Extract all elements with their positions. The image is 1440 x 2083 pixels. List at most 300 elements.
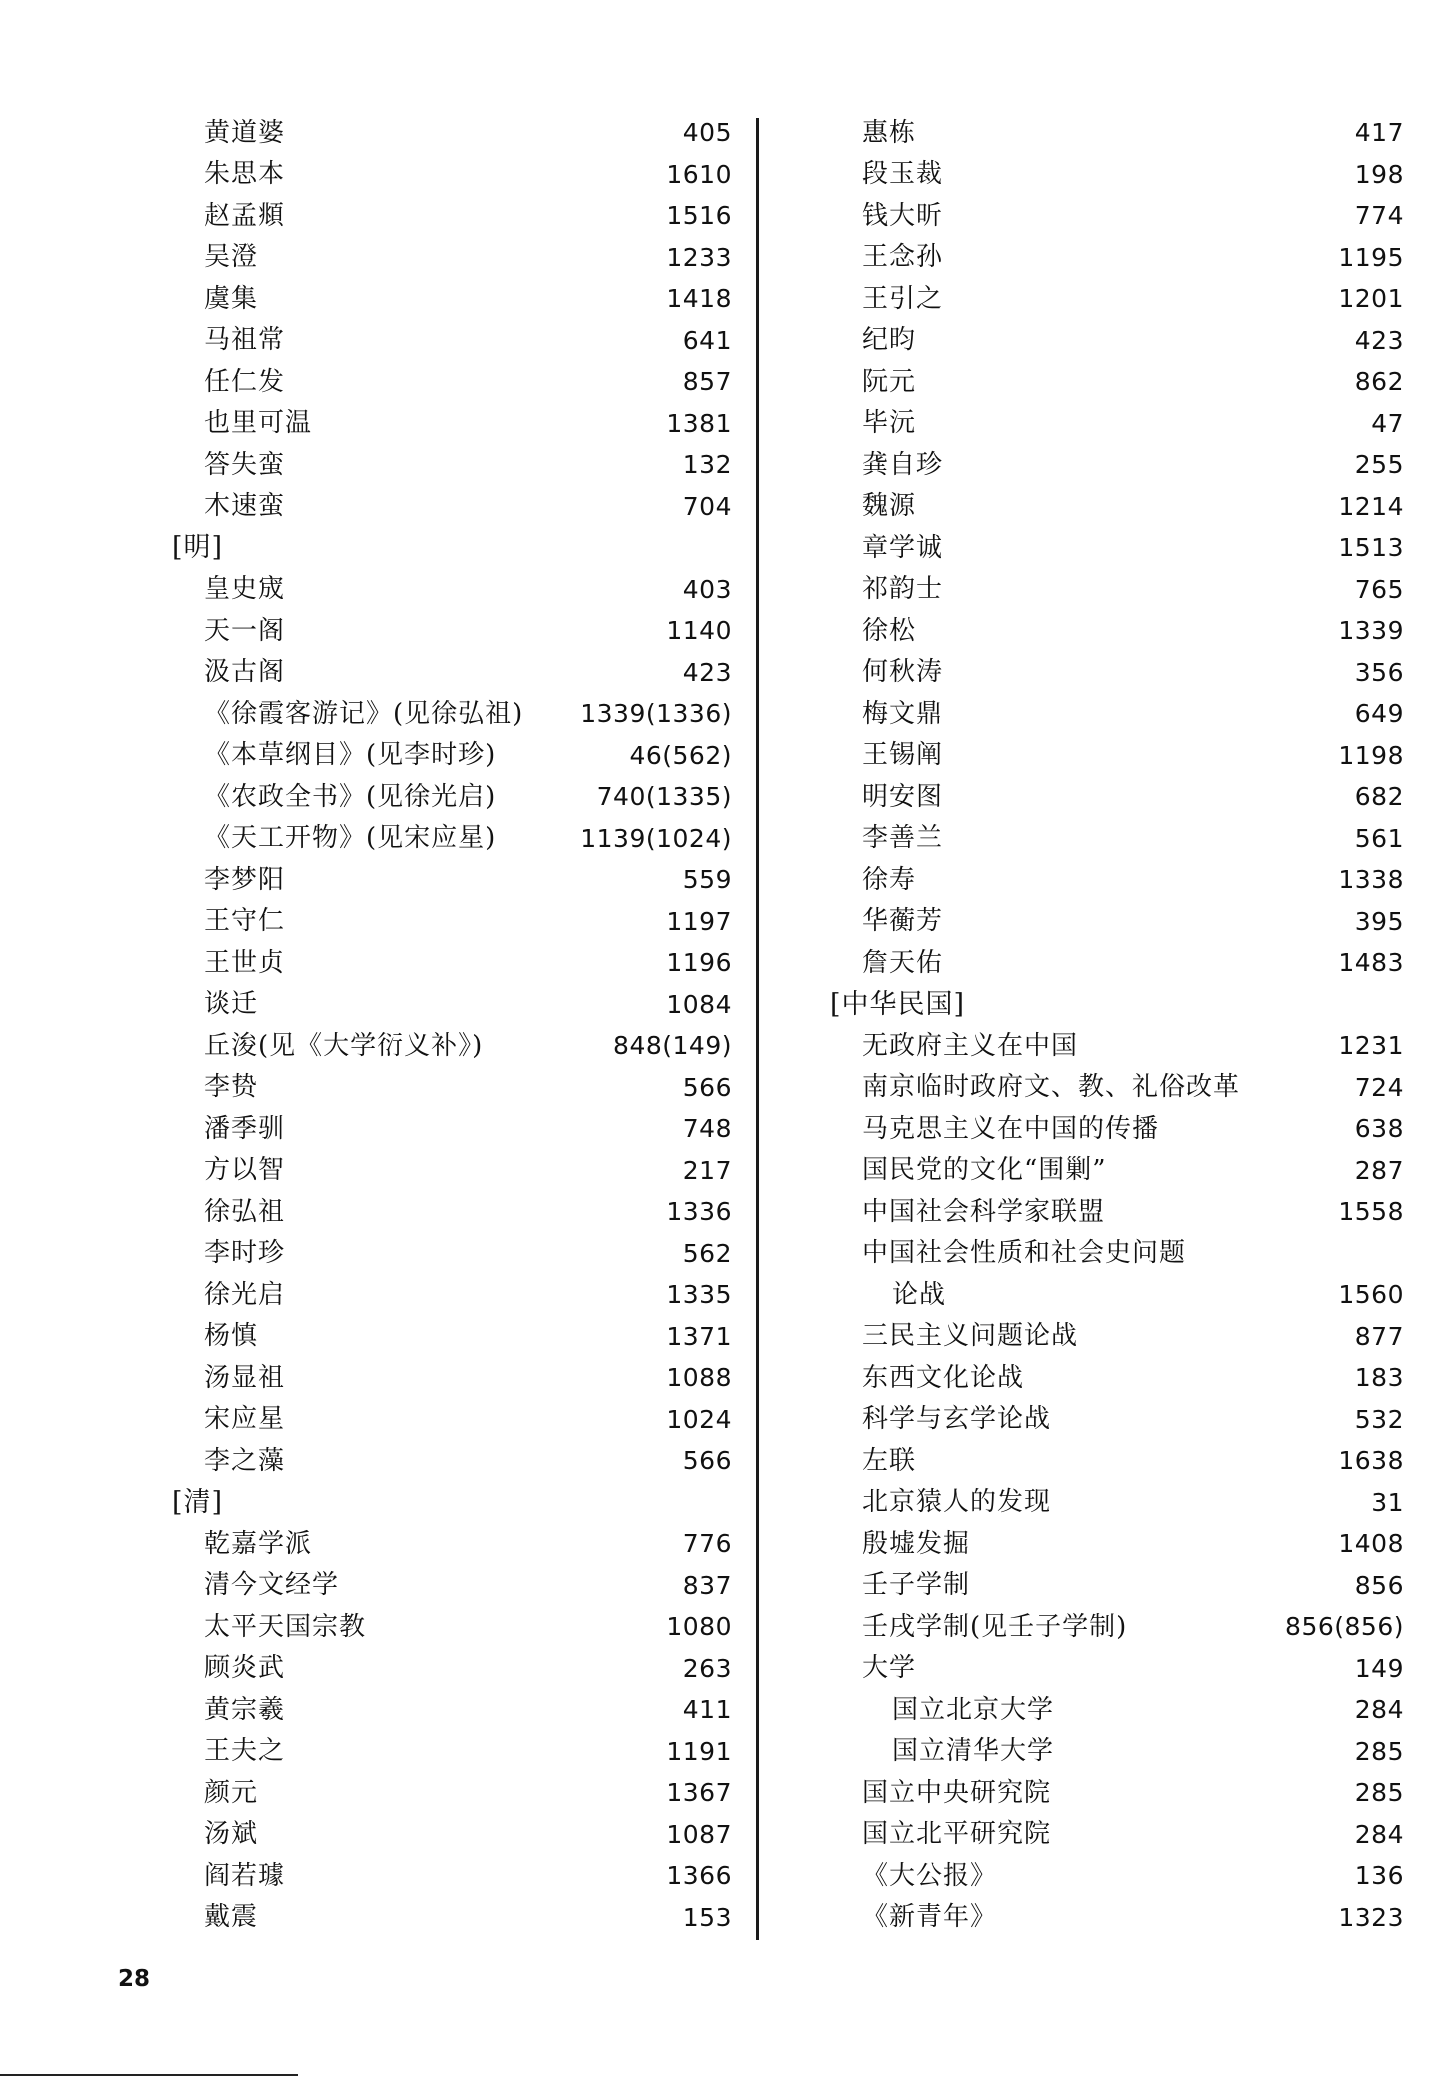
dot-leader: [266, 286, 658, 312]
index-entry-term: 壬戌学制(见壬子学制): [862, 1611, 1128, 1642]
index-entry: [830, 1897, 1404, 1939]
index-entry-page: 1195: [1338, 242, 1404, 272]
dot-leader: [924, 1448, 1330, 1474]
index-entry-term: 汲古阁: [204, 657, 286, 688]
dot-leader: [951, 576, 1347, 602]
dot-leader: [266, 1904, 675, 1930]
index-entry: [172, 1523, 732, 1565]
dot-leader: [1113, 1199, 1330, 1225]
dot-leader: [320, 410, 658, 436]
dot-leader: [293, 1738, 658, 1764]
index-entry-term: 吴澄: [204, 242, 259, 273]
index-entry-term: 李贽: [204, 1072, 259, 1103]
index-entry: [172, 1357, 732, 1399]
index-entry-page: 1323: [1338, 1902, 1404, 1932]
index-entry-term: 阎若璩: [204, 1860, 286, 1891]
index-entry-page: 641: [682, 325, 732, 355]
dot-leader: [293, 203, 658, 229]
index-entry: [830, 154, 1404, 196]
index-entry-term: 答失蛮: [204, 449, 286, 480]
index-entry: [830, 1648, 1404, 1690]
dot-leader: [293, 950, 658, 976]
index-entry: [172, 444, 732, 486]
index-entry-page: 263: [682, 1653, 732, 1683]
index-entry-page: 1371: [666, 1321, 732, 1351]
index-entry-term: 南京临时政府文、教、礼俗改革: [862, 1072, 1241, 1103]
section-heading: [830, 984, 1404, 1026]
index-entry-page: 1610: [666, 159, 732, 189]
dot-leader: [293, 908, 658, 934]
index-entry: [172, 735, 732, 777]
index-entry: [830, 1233, 1404, 1275]
index-entry-page: 857: [682, 367, 732, 397]
index-entry-term: 《徐霞客游记》(见徐弘祖): [204, 698, 524, 729]
dot-leader: [978, 1572, 1347, 1598]
index-entry-term: 中国社会科学家联盟: [862, 1196, 1106, 1227]
dot-leader: [293, 493, 675, 519]
index-entry-term: 梅文鼎: [862, 698, 944, 729]
dot-leader: [293, 1282, 658, 1308]
dot-leader: [293, 161, 658, 187]
index-entry: [172, 1772, 732, 1814]
index-entry-term: 大学: [862, 1653, 917, 1684]
index-entry-term: 顾炎武: [204, 1653, 286, 1684]
index-entry-page: 411: [682, 1695, 732, 1725]
index-entry-page: 198: [1354, 159, 1404, 189]
index-entry-page: 1558: [1338, 1197, 1404, 1227]
index-entry-term: 詹天佑: [862, 947, 944, 978]
index-entry: [830, 776, 1404, 818]
dot-leader: [1059, 1406, 1347, 1432]
index-entry: [830, 1191, 1404, 1233]
index-entry-page: 1513: [1338, 533, 1404, 563]
index-entry-page: 47: [1371, 408, 1404, 438]
index-entry-term: 汤斌: [204, 1819, 259, 1850]
index-entry-page: 1418: [666, 284, 732, 314]
index-entry-term: 虞集: [204, 283, 259, 314]
index-entry-page: 132: [682, 450, 732, 480]
index-entry-term: 祁韵士: [862, 574, 944, 605]
bottom-rule: [0, 2074, 298, 2076]
dot-leader: [924, 1655, 1347, 1681]
dot-leader: [951, 659, 1347, 685]
dot-leader: [293, 1116, 675, 1142]
dot-leader: [293, 452, 675, 478]
index-entry-page: 284: [1354, 1819, 1404, 1849]
index-entry: [830, 1689, 1404, 1731]
index-entry-page: 284: [1354, 1695, 1404, 1725]
dot-leader: [924, 867, 1330, 893]
index-entry: [172, 652, 732, 694]
index-entry: [830, 403, 1404, 445]
index-entry-page: 1024: [666, 1404, 732, 1434]
index-entry-term: 乾嘉学派: [204, 1528, 313, 1559]
index-entry-page: 403: [682, 574, 732, 604]
index-entry-page: 559: [682, 865, 732, 895]
index-entry: [830, 652, 1404, 694]
index-entry-page: 856: [1354, 1570, 1404, 1600]
dot-leader: [293, 659, 675, 685]
index-entry-term: 汤显祖: [204, 1362, 286, 1393]
index-entry: [830, 1482, 1404, 1524]
index-entry: [830, 1440, 1404, 1482]
index-entry-term: 清今文经学: [204, 1570, 340, 1601]
index-entry: [172, 1440, 732, 1482]
index-entry: [830, 735, 1404, 777]
index-entry-term: 谈迁: [204, 989, 259, 1020]
dot-leader: [1115, 1157, 1347, 1183]
index-entry: [172, 1814, 732, 1856]
dot-leader: [924, 327, 1347, 353]
index-entry-term: 北京猿人的发现: [862, 1487, 1052, 1518]
index-entry-term: 国立清华大学: [892, 1736, 1055, 1767]
index-entry-page: 31: [1371, 1487, 1404, 1517]
index-entry-page: 862: [1354, 367, 1404, 397]
index-entry-term: 《农政全书》(见徐光启): [204, 781, 497, 812]
index-entry-page: 704: [682, 491, 732, 521]
index-entry-page: 423: [682, 657, 732, 687]
dot-leader: [266, 1074, 675, 1100]
dot-leader: [293, 867, 675, 893]
index-entry: [172, 112, 732, 154]
dot-leader: [951, 452, 1347, 478]
index-entry-term: 皇史宬: [204, 574, 286, 605]
index-entry: [172, 569, 732, 611]
index-entry-term: 壬子学制: [862, 1570, 971, 1601]
index-entry-page: 765: [1354, 574, 1404, 604]
index-entry-term: 徐松: [862, 615, 917, 646]
index-entry: [830, 1108, 1404, 1150]
index-entry-term: 颜元: [204, 1777, 259, 1808]
index-entry: [172, 901, 732, 943]
dot-leader: [924, 618, 1330, 644]
index-entry: [172, 320, 732, 362]
dot-leader: [924, 120, 1347, 146]
dot-leader: [951, 908, 1347, 934]
dot-leader: [1062, 1738, 1347, 1764]
index-entry-page: 1087: [666, 1819, 732, 1849]
index-entry-page: 649: [1354, 699, 1404, 729]
index-entry-term: 丘浚(见《大学衍义补》): [204, 1030, 484, 1061]
index-entry-term: 王锡阐: [862, 740, 944, 771]
index-entry: [172, 859, 732, 901]
index-entry: [830, 1399, 1404, 1441]
index-entry: [172, 486, 732, 528]
index-entry-page: 1339: [1338, 616, 1404, 646]
index-entry-term: 明安图: [862, 781, 944, 812]
index-entry-term: 朱思本: [204, 159, 286, 190]
dot-leader: [951, 535, 1330, 561]
index-entry-page: 1335: [666, 1280, 732, 1310]
dot-leader: [293, 120, 675, 146]
index-entry: [830, 1025, 1404, 1067]
index-entry-page: 395: [1354, 906, 1404, 936]
index-entry-term: 天一阁: [204, 615, 286, 646]
index-entry: [830, 278, 1404, 320]
index-entry: [172, 1316, 732, 1358]
index-entry-page: 776: [682, 1529, 732, 1559]
index-entry-page: 149: [1354, 1653, 1404, 1683]
index-entry-page: 1140: [666, 616, 732, 646]
dot-leader: [293, 1365, 658, 1391]
index-entry-page: 1339(1336): [580, 699, 732, 729]
index-entry-page: 1201: [1338, 284, 1404, 314]
index-entry: [830, 112, 1404, 154]
index-entry-page: 1139(1024): [580, 823, 732, 853]
dot-leader: [951, 742, 1330, 768]
dot-leader: [951, 701, 1347, 727]
index-entry-page: 1233: [666, 242, 732, 272]
index-entry-page: 285: [1354, 1736, 1404, 1766]
dot-leader: [504, 742, 621, 768]
dot-leader: [266, 1780, 658, 1806]
index-entry-term: 《本草纲目》(见李时珍): [204, 740, 497, 771]
index-entry-page: 682: [1354, 782, 1404, 812]
index-entry: [172, 1855, 732, 1897]
section-heading-label: [清]: [172, 1486, 224, 1518]
index-entry-page: 740(1335): [596, 782, 732, 812]
index-entry-term: 国立中央研究院: [862, 1777, 1052, 1808]
index-entry-term: 《新青年》: [862, 1902, 998, 1933]
index-entry-term: 徐弘祖: [204, 1196, 286, 1227]
index-entry-term: 黄道婆: [204, 117, 286, 148]
dot-leader: [1059, 1780, 1347, 1806]
index-entry-term: 纪昀: [862, 325, 917, 356]
dot-leader: [293, 618, 658, 644]
index-entry-term: 钱大昕: [862, 200, 944, 231]
index-entry-page: 1560: [1338, 1280, 1404, 1310]
index-entry: [830, 901, 1404, 943]
index-entry: [830, 1855, 1404, 1897]
index-entry-page: 1191: [666, 1736, 732, 1766]
section-heading-label: [中华民国]: [830, 988, 966, 1020]
index-entry-term: 徐光启: [204, 1279, 286, 1310]
index-entry: [172, 1108, 732, 1150]
index-entry: [830, 320, 1404, 362]
dot-leader: [293, 1863, 658, 1889]
index-column-right: [830, 112, 1404, 1938]
index-entry-term: 殷墟发掘: [862, 1528, 971, 1559]
index-column-left: [172, 112, 732, 1938]
index-entry-term: 黄宗羲: [204, 1694, 286, 1725]
index-entry-term: 无政府主义在中国: [862, 1030, 1079, 1061]
index-entry-page: 255: [1354, 450, 1404, 480]
index-entry-page: 423: [1354, 325, 1404, 355]
index-entry: [830, 693, 1404, 735]
index-entry-term: 潘季驯: [204, 1113, 286, 1144]
index-entry: [830, 1772, 1404, 1814]
index-entry-page: 153: [682, 1902, 732, 1932]
dot-leader: [1086, 1323, 1347, 1349]
index-entry: [172, 1689, 732, 1731]
index-entry-term: 戴震: [204, 1902, 259, 1933]
index-entry-term: 论战: [892, 1279, 947, 1310]
index-entry-term: 李梦阳: [204, 864, 286, 895]
index-entry: [830, 237, 1404, 279]
dot-leader: [293, 327, 675, 353]
index-entry-term: 王夫之: [204, 1736, 286, 1767]
index-entry-term: 王引之: [862, 283, 944, 314]
index-entry: [830, 1067, 1404, 1109]
dot-leader: [951, 244, 1330, 270]
index-entry-page: 285: [1354, 1778, 1404, 1808]
dot-leader: [266, 1323, 658, 1349]
dot-leader: [293, 1199, 658, 1225]
index-entry: [172, 1565, 732, 1607]
index-entry-term: 科学与玄学论战: [862, 1404, 1052, 1435]
index-entry: [830, 1357, 1404, 1399]
index-entry: [172, 237, 732, 279]
index-entry-term: 《大公报》: [862, 1860, 998, 1891]
index-entry: [830, 1731, 1404, 1773]
index-entry-term: 三民主义问题论战: [862, 1321, 1079, 1352]
index-entry-term: 惠栋: [862, 117, 917, 148]
dot-leader: [374, 1614, 658, 1640]
index-entry-page: 1198: [1338, 740, 1404, 770]
dot-leader: [266, 991, 658, 1017]
dot-leader: [504, 784, 588, 810]
index-entry-page: 1084: [666, 989, 732, 1019]
index-entry-page: 1483: [1338, 948, 1404, 978]
dot-leader: [951, 161, 1347, 187]
dot-leader: [951, 203, 1347, 229]
index-entry: [172, 1648, 732, 1690]
index-entry-term: 国立北京大学: [892, 1694, 1055, 1725]
dot-leader: [978, 1531, 1330, 1557]
index-entry-page: 417: [1354, 118, 1404, 148]
index-entry-page: 1196: [666, 948, 732, 978]
index-entry: [172, 1150, 732, 1192]
dot-leader: [1059, 1821, 1347, 1847]
index-entry: [172, 1606, 732, 1648]
index-entry: [172, 1399, 732, 1441]
index-entry: [172, 278, 732, 320]
index-entry-page: 405: [682, 118, 732, 148]
index-entry-page: 638: [1354, 1114, 1404, 1144]
index-entry-page: 1338: [1338, 865, 1404, 895]
index-entry: [172, 1274, 732, 1316]
index-entry: [830, 942, 1404, 984]
index-entry-term: 章学诚: [862, 532, 944, 563]
index-entry-term: 国立北平研究院: [862, 1819, 1052, 1850]
index-entry: [172, 942, 732, 984]
dot-leader: [293, 1240, 675, 1266]
index-entry-term: 华蘅芳: [862, 906, 944, 937]
dot-leader: [924, 410, 1363, 436]
index-entry-page: 837: [682, 1570, 732, 1600]
index-entry-term: 杨慎: [204, 1321, 259, 1352]
index-entry-term: 毕沅: [862, 408, 917, 439]
index-entry-page: 562: [682, 1238, 732, 1268]
index-entry-page: 1231: [1338, 1031, 1404, 1061]
index-entry: [172, 1067, 732, 1109]
dot-leader: [293, 1697, 675, 1723]
column-divider: [756, 118, 759, 1940]
index-entry-term: 东西文化论战: [862, 1362, 1025, 1393]
index-entry: [830, 818, 1404, 860]
index-entry-term: 何秋涛: [862, 657, 944, 688]
index-entry-page: 848(149): [613, 1031, 732, 1061]
index-entry: [830, 527, 1404, 569]
index-entry-term: 马祖常: [204, 325, 286, 356]
index-entry-term: 李时珍: [204, 1238, 286, 1269]
index-entry-term: 太平天国宗教: [204, 1611, 367, 1642]
index-entry-term: 魏源: [862, 491, 917, 522]
index-entry-page: 561: [1354, 823, 1404, 853]
index-entry-page: 532: [1354, 1404, 1404, 1434]
section-heading: [172, 527, 732, 569]
index-entry-term: 左联: [862, 1445, 917, 1476]
dot-leader: [266, 244, 658, 270]
index-entry: [830, 1316, 1404, 1358]
dot-leader: [293, 369, 675, 395]
dot-leader: [1005, 1863, 1347, 1889]
index-entry-page: 183: [1354, 1363, 1404, 1393]
index-entry-page: 566: [682, 1072, 732, 1102]
index-entry-term: 任仁发: [204, 366, 286, 397]
index-entry: [830, 859, 1404, 901]
index-entry-term: 木速蛮: [204, 491, 286, 522]
section-heading: [172, 1482, 732, 1524]
index-entry-page: 566: [682, 1446, 732, 1476]
dot-leader: [951, 825, 1347, 851]
index-entry-term: 王守仁: [204, 906, 286, 937]
index-entry-term: 徐寿: [862, 864, 917, 895]
index-entry-term: 中国社会性质和社会史问题: [862, 1238, 1187, 1269]
index-entry-page: 217: [682, 1155, 732, 1185]
dot-leader: [924, 493, 1330, 519]
dot-leader: [504, 825, 572, 851]
dot-leader: [951, 286, 1330, 312]
index-entry: [830, 195, 1404, 237]
index-entry: [830, 1814, 1404, 1856]
index-entry-page: 1080: [666, 1612, 732, 1642]
dot-leader: [1248, 1074, 1347, 1100]
index-entry: [830, 610, 1404, 652]
index-entry-page: 46(562): [629, 740, 732, 770]
dot-leader: [293, 1406, 658, 1432]
index-entry-term: 王念孙: [862, 242, 944, 273]
index-entry: [830, 1150, 1404, 1192]
index-entry-page: 1381: [666, 408, 732, 438]
page-number: 28: [118, 1966, 151, 1992]
index-entry-page: 774: [1354, 201, 1404, 231]
index-entry: [172, 818, 732, 860]
index-entry: [830, 361, 1404, 403]
index-entry-page: 748: [682, 1114, 732, 1144]
index-entry: [830, 1565, 1404, 1607]
index-entry: [830, 1274, 1404, 1316]
dot-leader: [1167, 1116, 1347, 1142]
index-entry-term: 马克思主义在中国的传播: [862, 1113, 1160, 1144]
index-entry-page: 1408: [1338, 1529, 1404, 1559]
index-entry: [830, 569, 1404, 611]
index-entry: [172, 1897, 732, 1939]
index-entry: [172, 361, 732, 403]
index-entry-page: 1088: [666, 1363, 732, 1393]
index-entry: [172, 154, 732, 196]
index-entry: [172, 1025, 732, 1067]
index-entry-term: 龚自珍: [862, 449, 944, 480]
index-entry: [172, 1191, 732, 1233]
dot-leader: [1032, 1365, 1347, 1391]
dot-leader: [347, 1572, 675, 1598]
dot-leader: [293, 1655, 675, 1681]
dot-leader: [491, 1033, 605, 1059]
dot-leader: [951, 784, 1347, 810]
index-entry-page: 1197: [666, 906, 732, 936]
index-entry-page: 1336: [666, 1197, 732, 1227]
